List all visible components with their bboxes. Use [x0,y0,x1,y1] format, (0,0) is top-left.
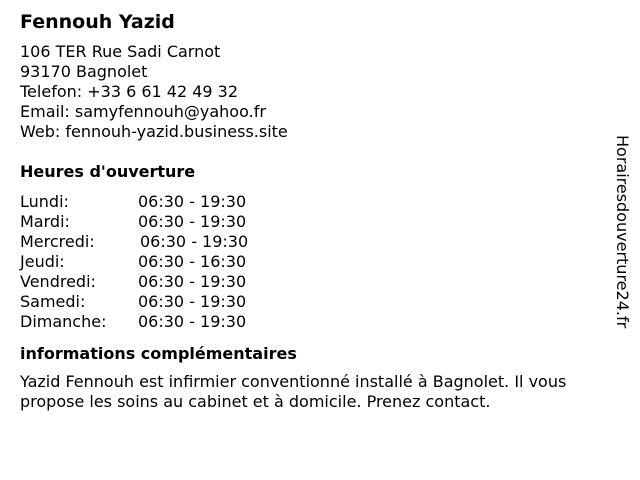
phone-number[interactable]: Telefon: +33 6 61 42 49 32 [20,82,239,101]
hours-time: 06:30 - 19:30 [138,272,247,291]
opening-hours-heading: Heures d'ouverture [20,162,196,181]
website-link[interactable]: Web: fennouh-yazid.business.site [20,122,288,141]
hours-row-friday [20,272,600,292]
hours-time: 06:30 - 19:30 [138,312,247,331]
hours-row-saturday [20,292,600,312]
hours-row-wednesday [20,232,600,252]
business-name: Fennouh Yazid [20,11,175,33]
hours-row-sunday [20,312,600,332]
hours-row-monday [20,192,600,212]
hours-row-tuesday [20,212,600,232]
hours-day: Vendredi: [20,272,96,291]
hours-time: 06:30 - 19:30 [138,192,247,211]
hours-day: Jeudi: [20,252,65,271]
hours-day: Dimanche: [20,312,107,331]
site-watermark: Horairesdouverture24.fr [613,135,632,329]
hours-time: 06:30 - 19:30 [138,212,247,231]
hours-day: Lundi: [20,192,69,211]
hours-time: 06:30 - 19:30 [140,232,249,251]
hours-day: Mardi: [20,212,70,231]
business-card [20,10,600,412]
hours-time: 06:30 - 19:30 [138,292,247,311]
hours-day: Samedi: [20,292,86,311]
info-heading: informations complémentaires [20,344,297,363]
info-description: Yazid Fennouh est infirmier conventionné installé à Bagnolet. Il vous propose les soins au cabinet et à domicile. Prenez contact. [20,372,567,411]
hours-day: Mercredi: [20,232,95,251]
hours-row-thursday [20,252,600,272]
hours-time: 06:30 - 16:30 [138,252,247,271]
address-city: 93170 Bagnolet [20,62,148,81]
address-street: 106 TER Rue Sadi Carnot [20,42,221,61]
email-address[interactable]: Email: samyfennouh@yahoo.fr [20,102,266,121]
opening-hours-table [20,192,600,332]
